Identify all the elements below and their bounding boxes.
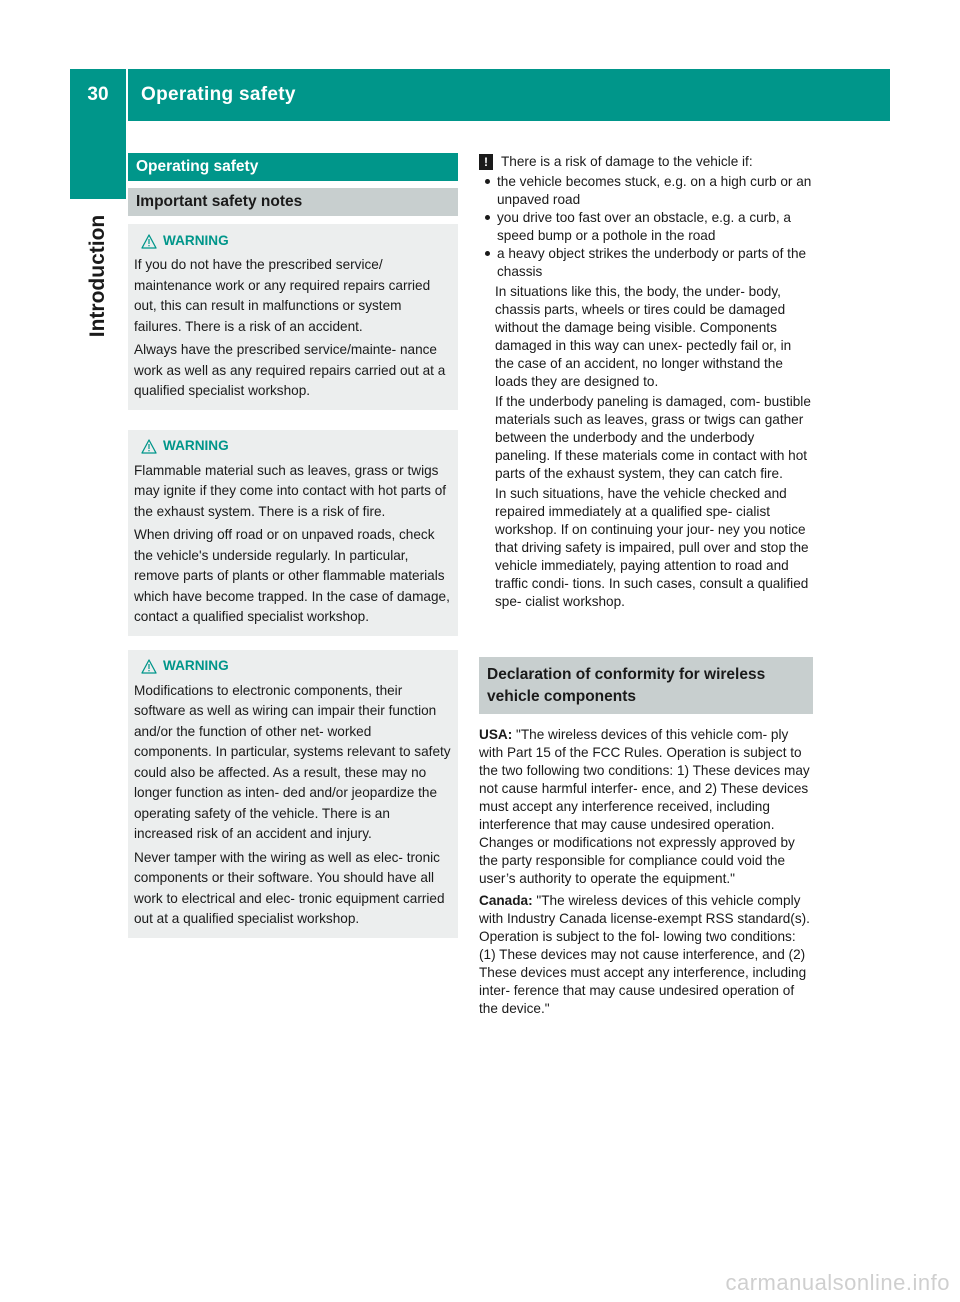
warning-heading — [134, 436, 452, 458]
usa-label: USA: — [479, 727, 513, 742]
warning-label: WARNING — [163, 658, 229, 674]
exclamation-notice-icon: ! — [479, 154, 493, 170]
subsection-title: Important safety notes — [128, 188, 458, 216]
header-divider — [126, 69, 128, 121]
warning-box-2 — [128, 430, 458, 636]
warning-heading — [134, 230, 452, 252]
warning-triangle-icon — [141, 234, 157, 249]
damage-conditions-list — [479, 173, 813, 281]
warning-paragraph: Modifications to electronic components, their software as well as wiring can impair their function and/or the function of other net- worked components. In particular, systems relevant to safety could also be affected. As a result, these may no longer function as inten- ded and/or jeopardize the operating safety of the vehicle. There is an increased risk of an accident and injury. — [134, 682, 451, 841]
warning-label: WARNING — [163, 232, 229, 248]
warning-paragraph: If you do not have the prescribed service/ maintenance work or any required repairs carried out, this can result in malfunctions or system failures. There is a risk of an accident. — [134, 257, 431, 334]
warning-paragraph: Flammable material such as leaves, grass or twigs may ignite if they come into contact with hot parts of the exhaust system. There is a risk of fire. — [134, 462, 447, 519]
canada-label: Canada: — [479, 893, 533, 908]
header-title: Operating safety — [141, 84, 296, 105]
warning-box-1 — [128, 224, 458, 410]
notice-heading — [479, 153, 813, 171]
left-column — [128, 153, 458, 938]
section-title: Operating safety — [128, 153, 458, 181]
warning-heading — [134, 656, 452, 678]
warning-box-3 — [128, 650, 458, 938]
page-number: 30 — [87, 84, 109, 105]
warning-triangle-icon — [141, 439, 157, 454]
notice-paragraph: In such situations, have the vehicle checked and repaired immediately at a qualified spe- cialist workshop. If on continuing your jour- ney you notice that driving safety is impaired, pull over and stop the vehicle immediately, paying attention to road and traffic condi- tions. In such cases, consult a qualified spe- cialist workshop. — [495, 486, 809, 609]
canada-text: "The wireless devices of this vehicle comply with Industry Canada license-exempt RSS standard(s). Operation is subject to the fol- lowing two conditions: (1) These devices may not cause interference, and (2) These devices must accept any interference, including inter- ference that may cause undesired operation of the device." — [479, 893, 810, 1016]
list-item: the vehicle becomes stuck, e.g. on a high curb or an unpaved road — [485, 173, 813, 209]
right-column — [479, 153, 813, 1018]
warning-label: WARNING — [163, 438, 229, 454]
warning-paragraph: Always have the prescribed service/mainte- nance work as well as any required repairs carried out at a qualified specialist workshop. — [134, 342, 446, 398]
list-item: a heavy object strikes the underbody or parts of the chassis — [485, 245, 813, 281]
usa-text: "The wireless devices of this vehicle com- ply with Part 15 of the FCC Rules. Operation is subject to the two following two conditions: 1) These devices may not cause harmful interfer- ence, and 2) These devices must accept any interference received, including interference that may cause undesired operation. Changes or modifications not expressly approved by the party responsible for compliance could void the user’s authority to operate the equipment." — [479, 727, 810, 886]
warning-paragraph: When driving off road or on unpaved roads, check the vehicle's underside regularly. In particular, remove parts of plants or other flammable materials which have become trapped. In the case of damage, contact a qualified specialist workshop. — [134, 527, 450, 624]
watermark: carmanualsonline.info — [725, 1270, 950, 1295]
notice-intro: There is a risk of damage to the vehicle if: — [501, 154, 753, 169]
side-tab-block — [70, 121, 126, 199]
notice-paragraph: In situations like this, the body, the under- body, chassis parts, wheels or tires could be damaged without the damage being visible. Components damaged in this way can unex- pectedly fail or, in the case of an accident, no longer withstand the loads they are designed to. — [495, 284, 792, 389]
declaration-title: Declaration of conformity for wireless vehicle components — [479, 657, 813, 714]
notice-paragraph: If the underbody paneling is damaged, com- bustible materials such as leaves, grass or twigs can gather between the underbody and the underbody paneling. If these materials come in contact with hot parts of the exhaust system, they can catch fire. — [495, 394, 811, 481]
usa-declaration — [479, 726, 813, 888]
notice-body — [479, 283, 813, 611]
list-item: you drive too fast over an obstacle, e.g. a curb, a speed bump or a pothole in the road — [485, 209, 813, 245]
warning-paragraph: Never tamper with the wiring as well as elec- tronic components or their software. You should have all work to electrical and elec- tronic equipment carried out at a qualified specialist workshop. — [134, 849, 445, 926]
side-tab-label: Introduction — [86, 214, 109, 338]
canada-declaration — [479, 892, 813, 1018]
warning-triangle-icon — [141, 659, 157, 674]
